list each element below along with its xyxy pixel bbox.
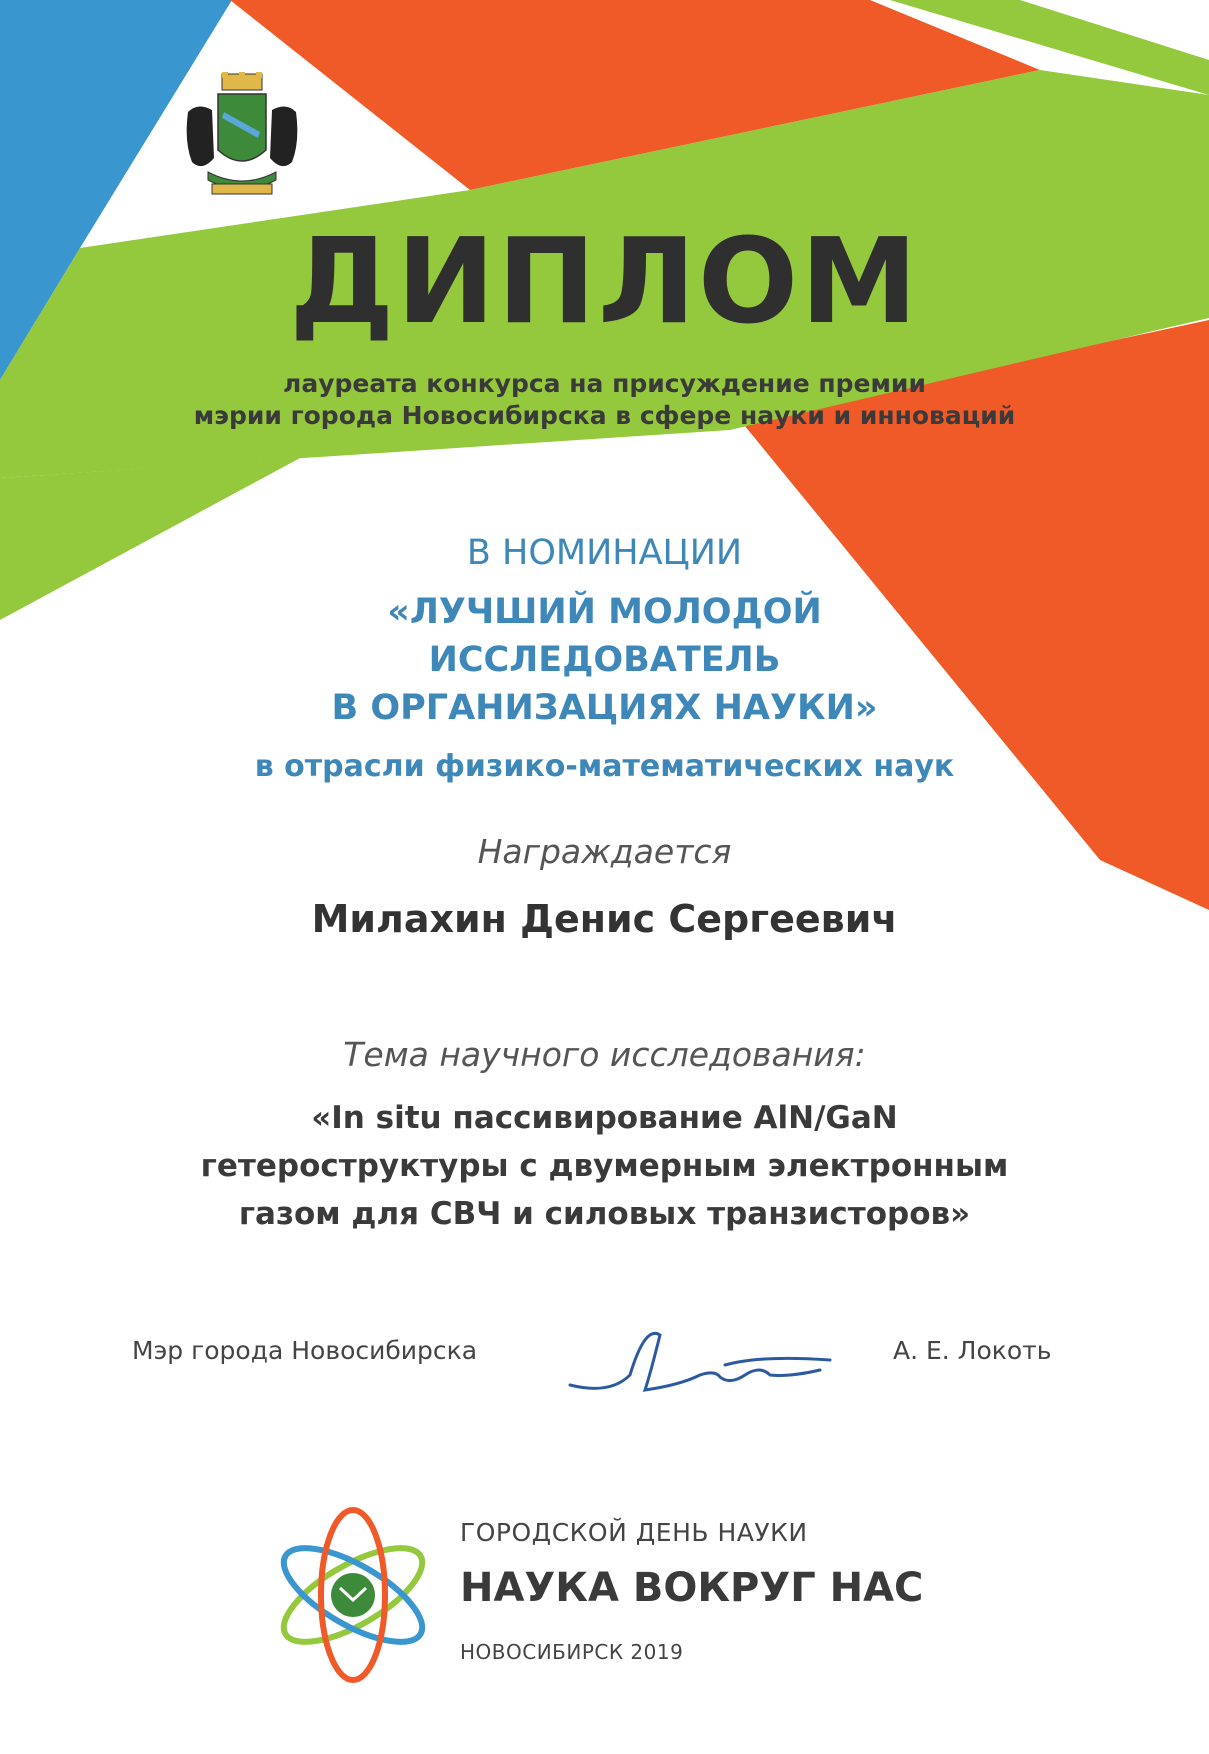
research-topic-line-2: гетероструктуры с двумерным электронным (200, 1148, 1009, 1184)
signatory-name: А. Е. Локоть (893, 1336, 1052, 1365)
event-line-3: НОВОСИБИРСК 2019 (460, 1640, 684, 1664)
nomination-title (0, 588, 1209, 732)
research-topic (0, 1094, 1209, 1238)
diploma-subtitle (0, 368, 1209, 432)
diploma-title: ДИПЛОМ (289, 212, 920, 350)
nomination-label: В НОМИНАЦИИ (466, 533, 743, 573)
nomination-field: в отрасли физико-математических наук (254, 749, 955, 784)
research-topic-line-3: газом для СВЧ и силовых транзисторов» (238, 1196, 971, 1232)
research-topic-line-1: «In situ пассивирование AlN/GaN (311, 1100, 898, 1136)
handwritten-signature (550, 1315, 850, 1415)
event-line-2: НАУКА ВОКРУГ НАС (460, 1565, 924, 1611)
recipient-name: Милахин Денис Сергеевич (311, 897, 898, 941)
atom-logo-icon (268, 1500, 438, 1690)
city-coat-of-arms-icon (178, 72, 306, 202)
signatory-role: Мэр города Новосибирска (132, 1336, 478, 1365)
subtitle-line-1: лауреата конкурса на присуждение премии (283, 369, 926, 398)
nomination-title-line-3: В ОРГАНИЗАЦИЯХ НАУКИ» (331, 688, 878, 728)
research-topic-label: Тема научного исследования: (343, 1035, 866, 1074)
event-line-1: ГОРОДСКОЙ ДЕНЬ НАУКИ (460, 1518, 808, 1547)
awarded-label: Награждается (477, 832, 732, 871)
nomination-title-line-2: ИССЛЕДОВАТЕЛЬ (428, 640, 781, 680)
nomination-title-line-1: «ЛУЧШИЙ МОЛОДОЙ (387, 592, 822, 632)
subtitle-line-2: мэрии города Новосибирска в сфере науки и инноваций (193, 401, 1016, 430)
